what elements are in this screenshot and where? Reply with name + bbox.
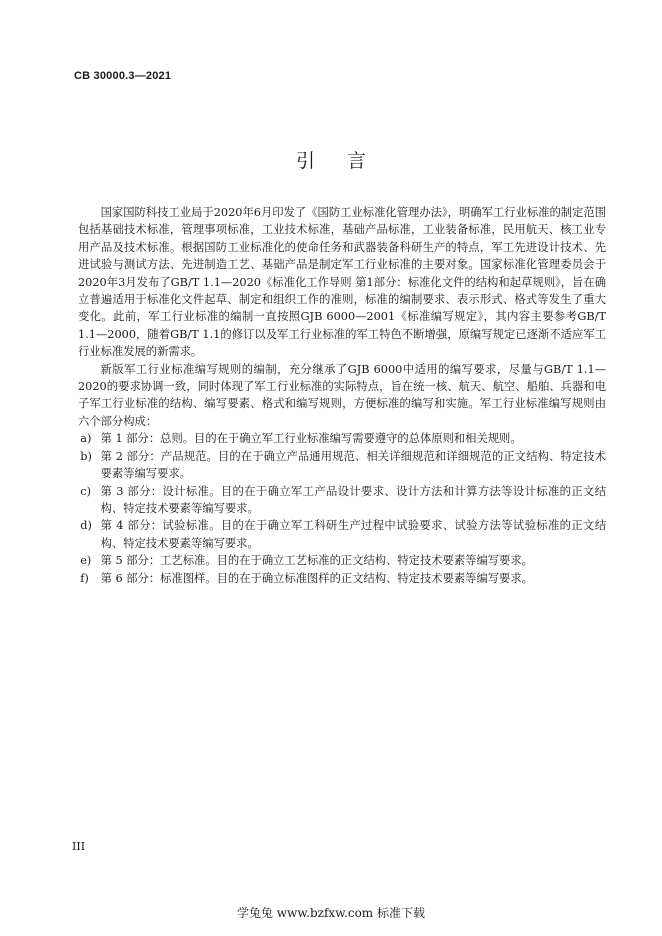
list-item-text: 第 1 部分：总则。目的在于确立军工行业标准编写需要遵守的总体原则和相关规则。	[100, 432, 522, 446]
list-marker: f)	[80, 571, 89, 585]
list-item-text: 第 4 部分：试验标准。目的在于确立军工科研生产过程中试验要求、试验方法等试验标准的正文结构、特定技术要素等编写要求。	[100, 519, 606, 550]
footer-watermark: 学兔兔 www.bzfxw.com 标准下载	[236, 906, 426, 920]
list-marker: e)	[80, 554, 92, 568]
list-marker: d)	[80, 519, 92, 533]
list-item-text: 第 5 部分：工艺标准。目的在于确立工艺标准的正文结构、特定技术要素等编写要求。	[100, 554, 533, 568]
list-item	[78, 430, 606, 447]
page-title: 引言	[295, 150, 398, 172]
list-item	[78, 570, 606, 587]
list-marker: a)	[80, 432, 92, 446]
document-code: CB 30000.3—2021	[74, 70, 172, 82]
list-marker: c)	[80, 484, 91, 498]
parts-list	[78, 430, 606, 587]
page-number: III	[72, 840, 86, 853]
body-text	[78, 204, 606, 587]
list-item	[78, 517, 606, 552]
list-marker: b)	[80, 449, 92, 463]
paragraph: 国家国防科技工业局于2020年6月印发了《国防工业标准化管理办法》，明确军工行业标准的制定范围包括基础技术标准，管理事项标准，工业技术标准，基础产品标准，工业装备标准，民用航天、核工业专用产品及技术标准。根据国防工业标准化的使命任务和武器装备科研生产的特点，军工先进设计技术、先进试验与测试方法、先进制造工艺、基础产品是制定军工行业标准的主要对象。国家标准化管理委员会于2020年3月发布了GB/T 1.1—2020《标准化工作导则 第1部分：标准化文件的结构和起草规则》，旨在确立普遍适用于标准化文件起草、制定和组织工作的准则，标准的编制要求、表示形式、格式等发生了重大变化。此前，军工行业标准的编制一直按照GJB 6000—2001《标准编写规定》，其内容主要参考GB/T 1.1—2000，随着GB/T 1.1的修订以及军工行业标准的军工特色不断增强，原编写规定已逐渐不适应军工行业标准发展的新需求。	[78, 206, 606, 359]
list-item	[78, 448, 606, 483]
list-item	[78, 552, 606, 569]
paragraph: 新版军工行业标准编写规则的编制，充分继承了GJB 6000中适用的编写要求，尽量与GB/T 1.1—2020的要求协调一致，同时体现了军工行业标准的实际特点，旨在统一核、航天、航空、船舶、兵器和电子军工行业标准的结构、编写要素、格式和编写规则，方便标准的编写和实施。军工行业标准编写规则由六个部分构成：	[78, 362, 606, 428]
list-item-text: 第 6 部分：标准图样。目的在于确立标准图样的正文结构、特定技术要素等编写要求。	[100, 571, 533, 585]
list-item	[78, 483, 606, 518]
list-item-text: 第 2 部分：产品规范。目的在于确立产品通用规范、相关详细规范和详细规范的正文结构、特定技术要素等编写要求。	[100, 449, 606, 481]
list-item-text: 第 3 部分：设计标准。目的在于确立军工产品设计要求、设计方法和计算方法等设计标准的正文结构、特定技术要素等编写要求。	[100, 484, 606, 515]
